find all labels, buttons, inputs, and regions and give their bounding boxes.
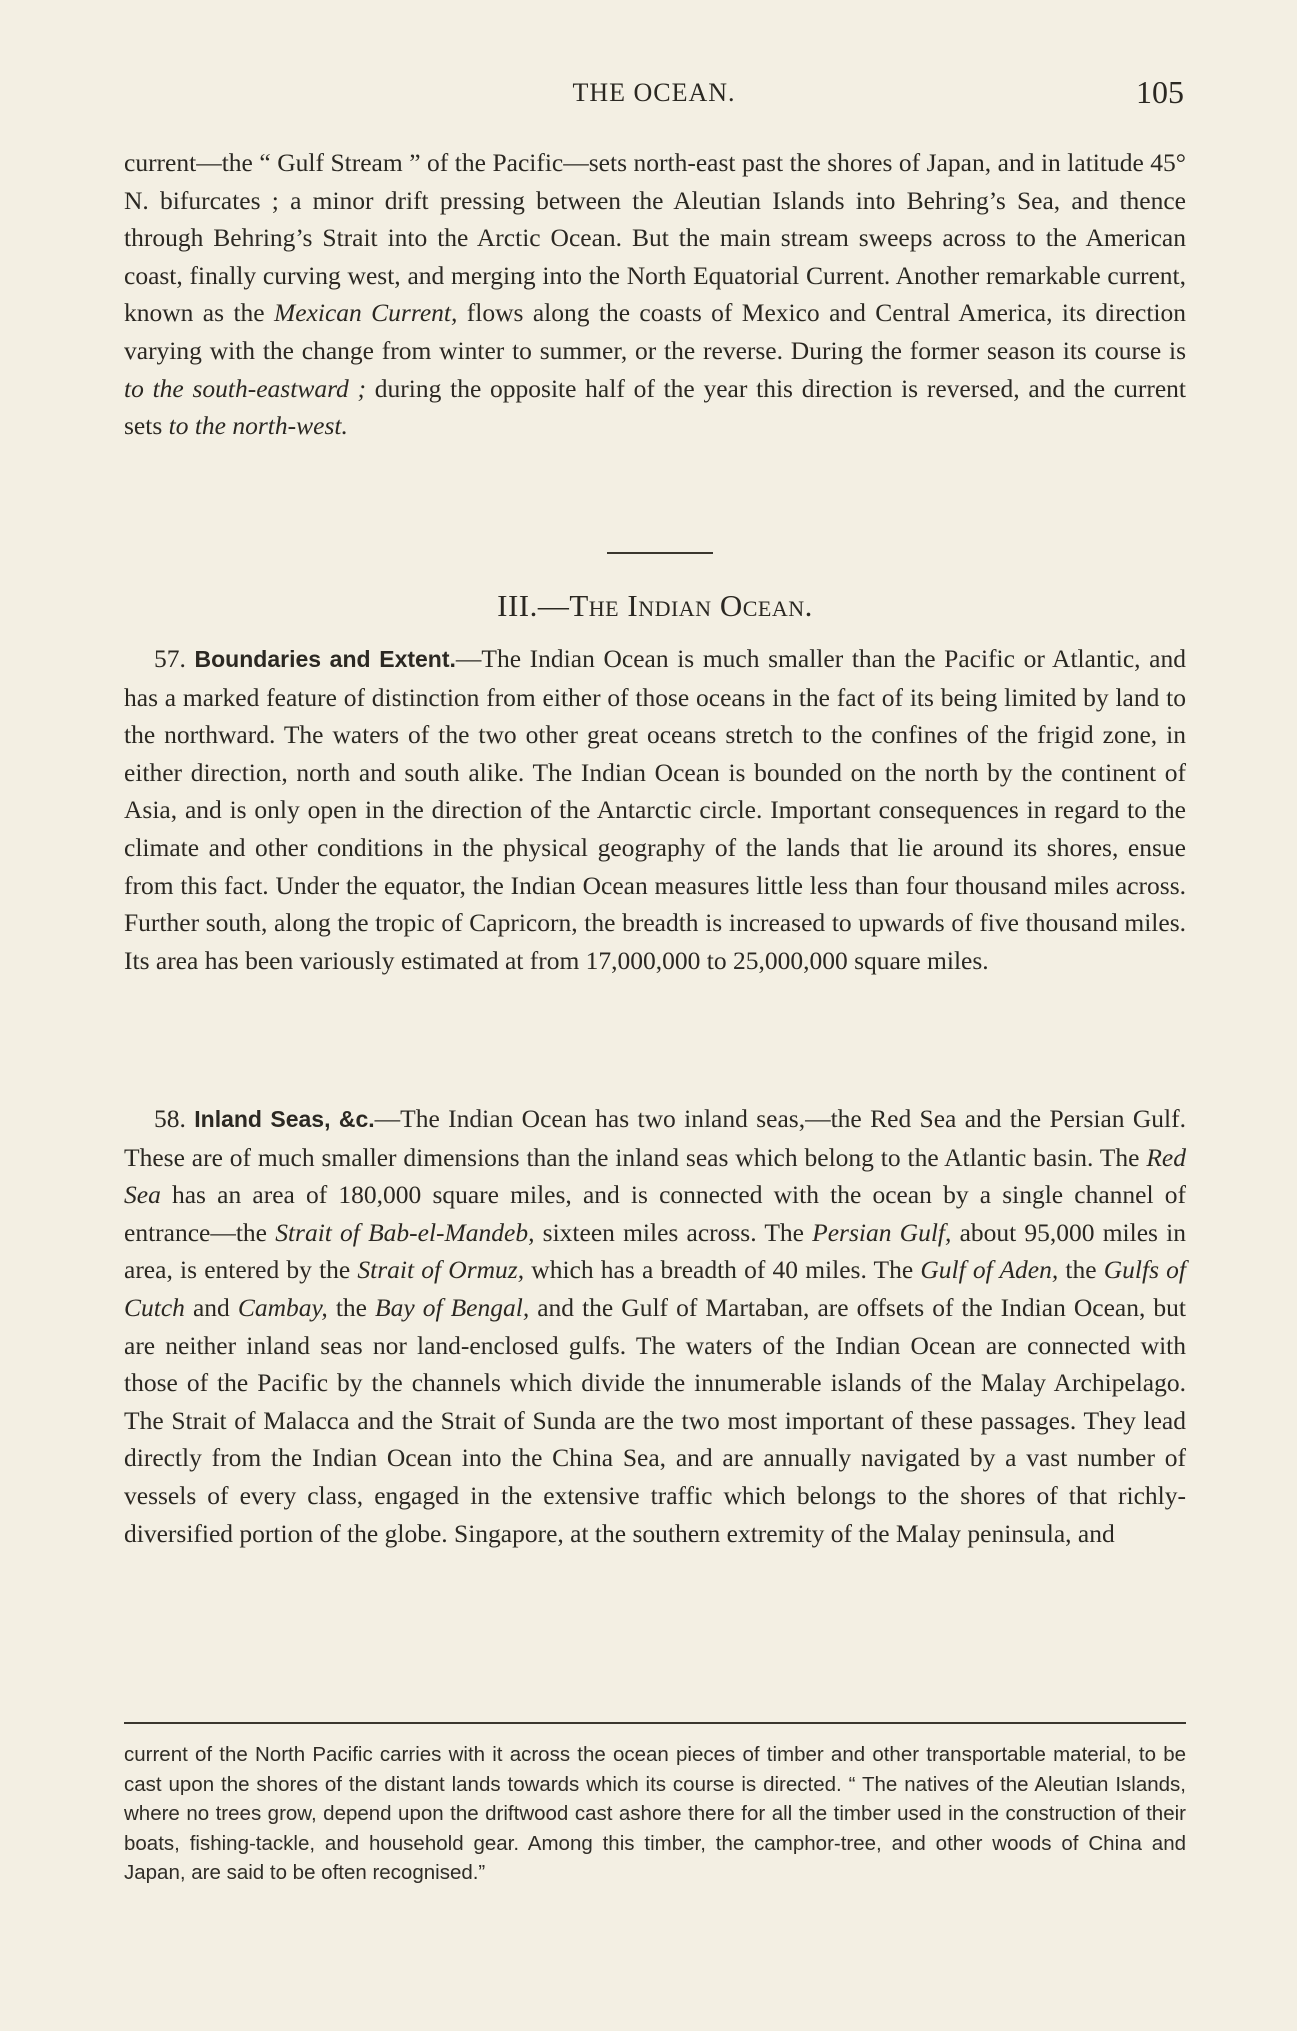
text-run: —The Indian Ocean has two inland seas,—the Red Sea and the Persian Gulf. These are of much smaller dimensions than the inland seas which belong to the Atlantic basin. The [124,1104,1187,1172]
continued-paragraph [124,144,1186,445]
text-run: which has a breadth of 40 miles. The [524,1255,921,1285]
italic-term: Strait of Bab-el-Mandeb, [275,1217,535,1247]
italic-term: Gulf of Aden, [920,1255,1059,1285]
text-run: during the opposite half of the year this direction is reversed, and the current sets [124,373,1186,441]
section-divider [607,552,713,554]
section-numeral: III.— [497,588,570,623]
paragraph-text [124,1104,1186,1548]
running-title: THE OCEAN. [572,78,736,107]
paragraph-run-head: Inland Seas, &c. [194,1106,375,1132]
text-run: the [1058,1255,1104,1285]
text-run: sixteen miles across. The [534,1217,813,1247]
italic-term: Gulfs of Cutch [124,1255,1187,1322]
paragraph-58 [124,1100,1186,1552]
italic-term: Mexican Current, [274,298,458,328]
text-run: and [184,1292,238,1322]
text-run: the [327,1292,376,1322]
italic-term: Red Sea [124,1142,1186,1210]
page-header [124,74,1184,114]
italic-term: Cambay, [237,1292,328,1322]
italic-term: Bay of Bengal, [375,1292,530,1322]
paragraph-number: 58. [154,1104,186,1133]
paragraph-text [124,144,1186,445]
italic-term: Strait of Ormuz, [357,1255,525,1285]
text-run: and the Gulf of Martaban, are offsets of the Indian Ocean, but are neither inland seas nor land-enclosed gulfs. The waters of the Indian Ocean are connected with those of the Pacific by the channels which divide the innumerable islands of the Malay Archipelago. The Strait of Malacca and the Strait of Sunda are the two most important of these passages. They lead directly from the Indian Ocean into the China Sea, and are annually navigated by a vast number of vessels of every class, engaged in the extensive traffic which belongs to the shores of that richly-diversified portion of the globe. Singapore, at the southern extremity of the Malay peninsula, and [124,1292,1186,1548]
paragraph-text [124,644,1186,975]
text-run: —The Indian Ocean is much smaller than the Pacific or Atlantic, and has a marked feature of distinction from either of those oceans in the fact of its being limited by land to the northward. The waters of the two other great oceans stretch to the confines of the frigid zone, in either direction, north and south alike. The Indian Ocean is bounded on the north by the continent of Asia, and is only open in the direction of the Antarctic circle. Important consequences in regard to the climate and other conditions in the physical geography of the lands that lie around its shores, ensue from this fact. Under the equator, the Indian Ocean measures little less than four thousand miles across. Further south, along the tropic of Capricorn, the breadth is increased to upwards of five thousand miles. Its area has been variously estimated at from 17,000,000 to 25,000,000 square miles. [124,644,1187,975]
footnote-text: current of the North Pacific carries with it across the ocean pieces of timber and other transportable material, to be cast upon the shores of the distant lands towards which its course is directed. “ The natives of the Aleutian Islands, where no trees grow, depend upon the driftwood cast ashore there for all the timber used in the construction of their boats, fishing-tackle, and household gear. Among this timber, the camphor-tree, and other woods of China and Japan, are said to be often recognised.” [124,1743,1186,1884]
text-run: current—the “ Gulf Stream ” of the Pacific—sets north-east past the shores of Japan, and in latitude 45° N. bifurcates ; a minor drift pressing between the Aleutian Islands into Behring’s Sea, and thence through Behring’s Strait into the Arctic Ocean. But the main stream sweeps across to the American coast, finally curving west, and merging into the North Equatorial Current. Another remarkable current, known as the [124,148,1186,328]
footnote [124,1740,1186,1888]
text-run: flows along the coasts of Mexico and Central America, its direction varying with the change from winter to summer, or the reverse. During the former season its course is [124,298,1187,365]
text-run: has an area of 180,000 square miles, and is connected with the ocean by a single channel of entrance—the [124,1180,1186,1247]
paragraph-number: 57. [154,644,186,673]
section-title: The Indian Ocean. [569,588,813,623]
text-run: about 95,000 miles in area, is entered by the [124,1217,1186,1285]
section-heading [124,588,1186,624]
footnote-rule [124,1722,1186,1724]
paragraph-57 [124,640,1186,979]
italic-term: to the south-eastward ; [124,373,367,403]
italic-term: Persian Gulf, [812,1217,952,1247]
paragraph-run-head: Boundaries and Extent. [194,646,456,672]
page-number: 105 [1136,74,1184,110]
italic-term: to the north-west. [168,411,348,441]
